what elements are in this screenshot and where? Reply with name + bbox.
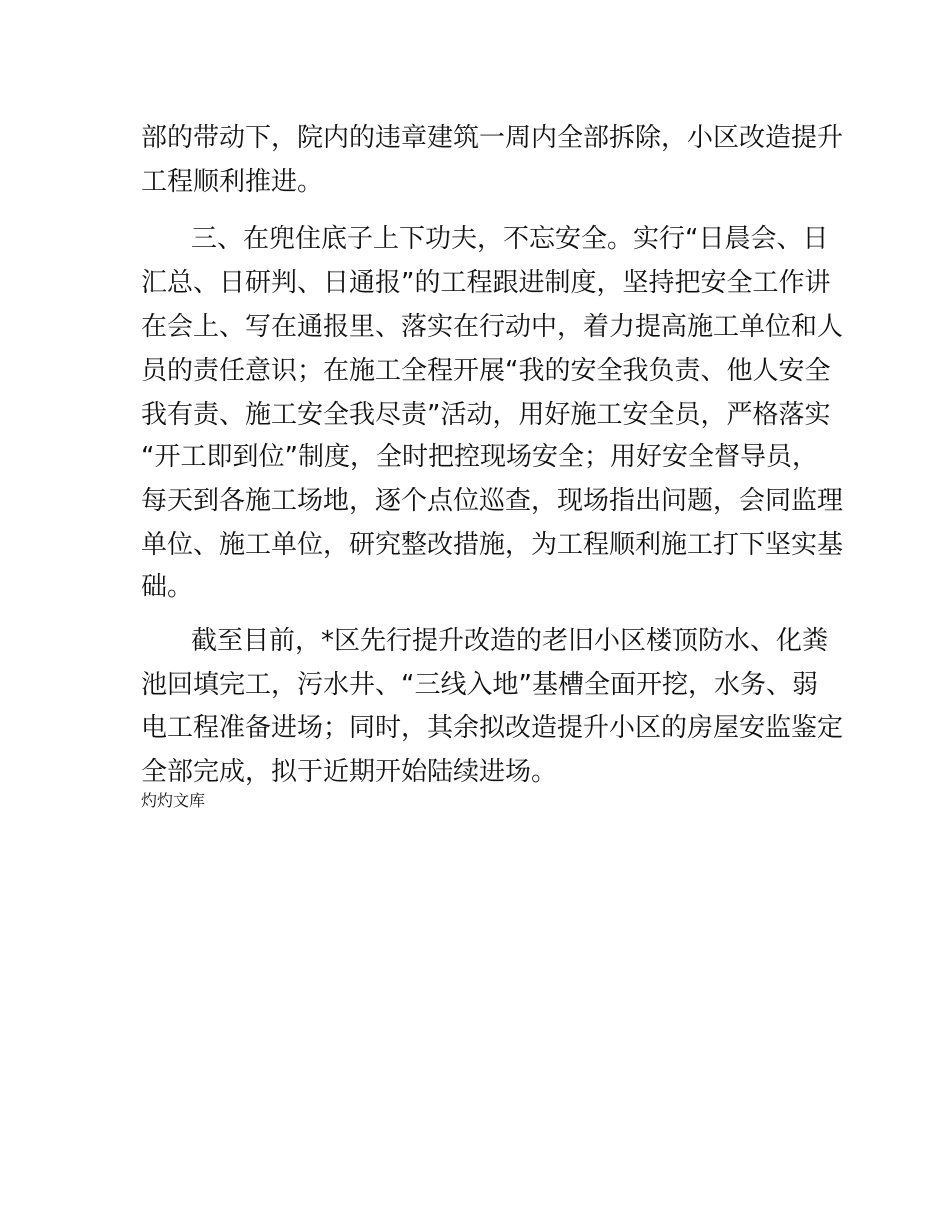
paragraph-2-line-7: 每天到各施工场地，逐个点位巡查，现场指出问题，会同监理: [141, 486, 844, 516]
paragraph-2-line-9: 础。: [141, 572, 194, 602]
paragraph-2-line-3: 在会上、写在通报里、落实在行动中，着力提高施工单位和人: [141, 312, 844, 342]
source-watermark-label: 灼灼文库: [141, 791, 206, 810]
paragraph-2-line-8: 单位、施工单位，研究整改措施，为工程顺利施工打下坚实基: [141, 530, 844, 560]
paragraph-3-line-4: 全部完成，拟于近期开始陆续进场。: [141, 757, 558, 787]
paragraph-2-line-4: 员的责任意识；在施工全程开展“我的安全我负责、他人安全: [141, 356, 831, 386]
paragraph-3-line-1: 截至目前，*区先行提升改造的老旧小区楼顶防水、化粪: [191, 626, 829, 656]
paragraph-3-line-2: 池回填完工，污水井、“三线入地”基槽全面开挖，水务、弱: [141, 670, 818, 700]
paragraph-1-line-1: 部的带动下，院内的违章建筑一周内全部拆除，小区改造提升: [141, 123, 844, 153]
paragraph-2-line-2: 汇总、日研判、日通报”的工程跟进制度，坚持把安全工作讲: [141, 268, 831, 298]
paragraph-2-line-5: 我有责、施工安全我尽责”活动，用好施工安全员，严格落实: [141, 400, 831, 430]
paragraph-2-line-1: 三、在兜住底子上下功夫，不忘安全。实行“日晨会、日: [191, 224, 829, 254]
paragraph-1-line-2: 工程顺利推进。: [141, 167, 324, 197]
paragraph-3-line-3: 电工程准备进场；同时，其余拟改造提升小区的房屋安监鉴定: [141, 713, 844, 743]
paragraph-2-line-6: “开工即到位”制度，全时把控现场安全；用好安全督导员，: [141, 442, 818, 472]
